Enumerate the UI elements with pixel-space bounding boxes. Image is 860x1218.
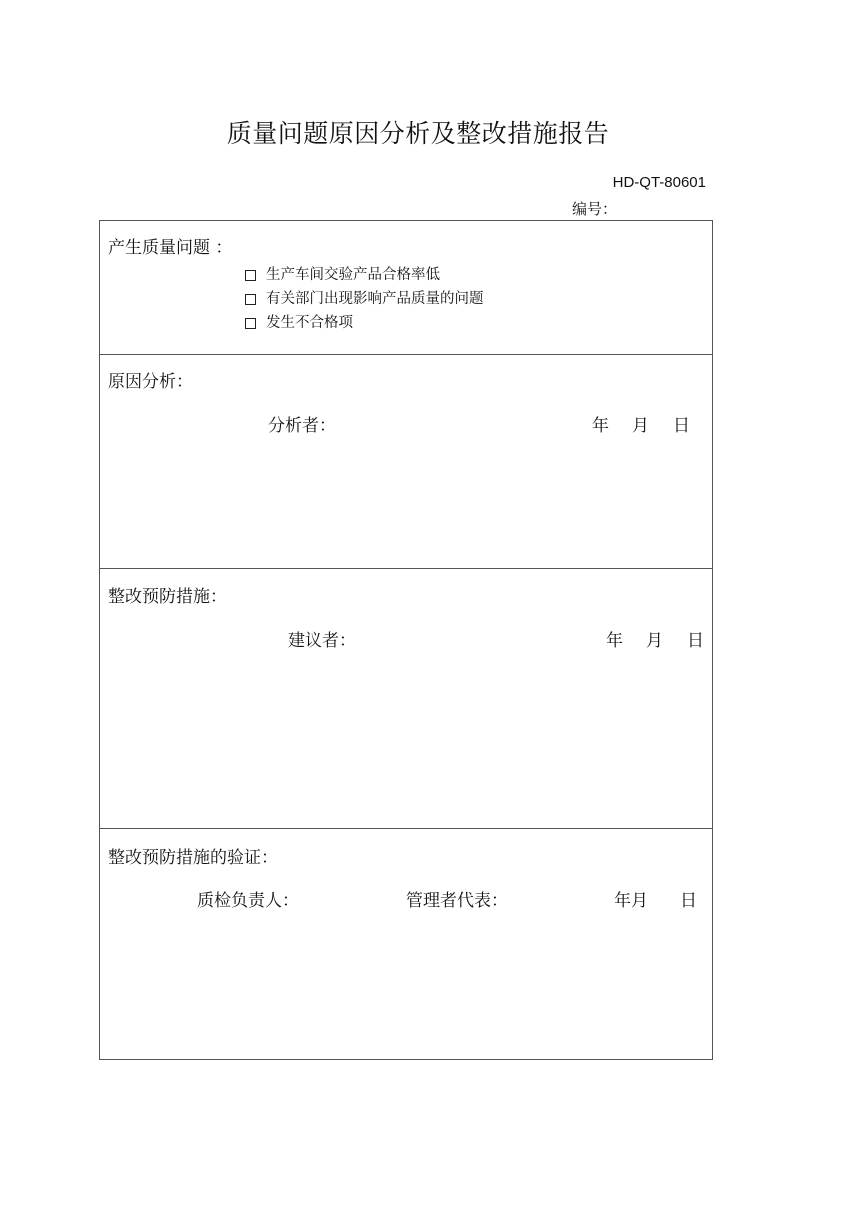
- problem-option[interactable]: [245, 263, 484, 287]
- verification-label: 整改预防措施的验证：: [108, 848, 278, 868]
- checkbox[interactable]: [245, 270, 256, 281]
- date-day: 日: [687, 631, 704, 651]
- date-day: 日: [680, 891, 697, 911]
- document-code: HD-QT-80601: [612, 174, 706, 191]
- problem-option[interactable]: [245, 287, 484, 311]
- date-year: 年: [606, 631, 623, 651]
- date-day: 日: [673, 416, 690, 436]
- problem-label: 产生质量问题 ：: [108, 238, 233, 258]
- verification-section[interactable]: [100, 829, 712, 1059]
- page-title: 质量问题原因分析及整改措施报告: [226, 119, 610, 148]
- problem-option-label: 生产车间交验产品合格率低: [266, 267, 440, 283]
- date-month: 月: [632, 416, 649, 436]
- analyst-label: 分析者：: [268, 416, 336, 436]
- problem-option[interactable]: [245, 311, 484, 335]
- problem-options: [245, 263, 484, 335]
- date-year-month: 年月: [614, 891, 648, 911]
- date-year: 年: [592, 416, 609, 436]
- problem-option-label: 有关部门出现影响产品质量的问题: [266, 291, 484, 307]
- checkbox[interactable]: [245, 318, 256, 329]
- cause-analysis-label: 原因分析：: [108, 372, 193, 392]
- qc-manager-label: 质检负责人：: [197, 891, 299, 911]
- cause-analysis-section[interactable]: [100, 355, 712, 569]
- corrective-measures-label: 整改预防措施：: [108, 587, 227, 607]
- problem-option-label: 发生不合格项: [266, 315, 353, 331]
- problem-section: [100, 221, 712, 355]
- corrective-measures-section[interactable]: [100, 569, 712, 829]
- report-form: [99, 220, 713, 1060]
- proposer-label: 建议者：: [288, 631, 356, 651]
- management-rep-label: 管理者代表：: [406, 891, 508, 911]
- serial-number-label: 编号：: [572, 200, 618, 218]
- date-month: 月: [646, 631, 663, 651]
- checkbox[interactable]: [245, 294, 256, 305]
